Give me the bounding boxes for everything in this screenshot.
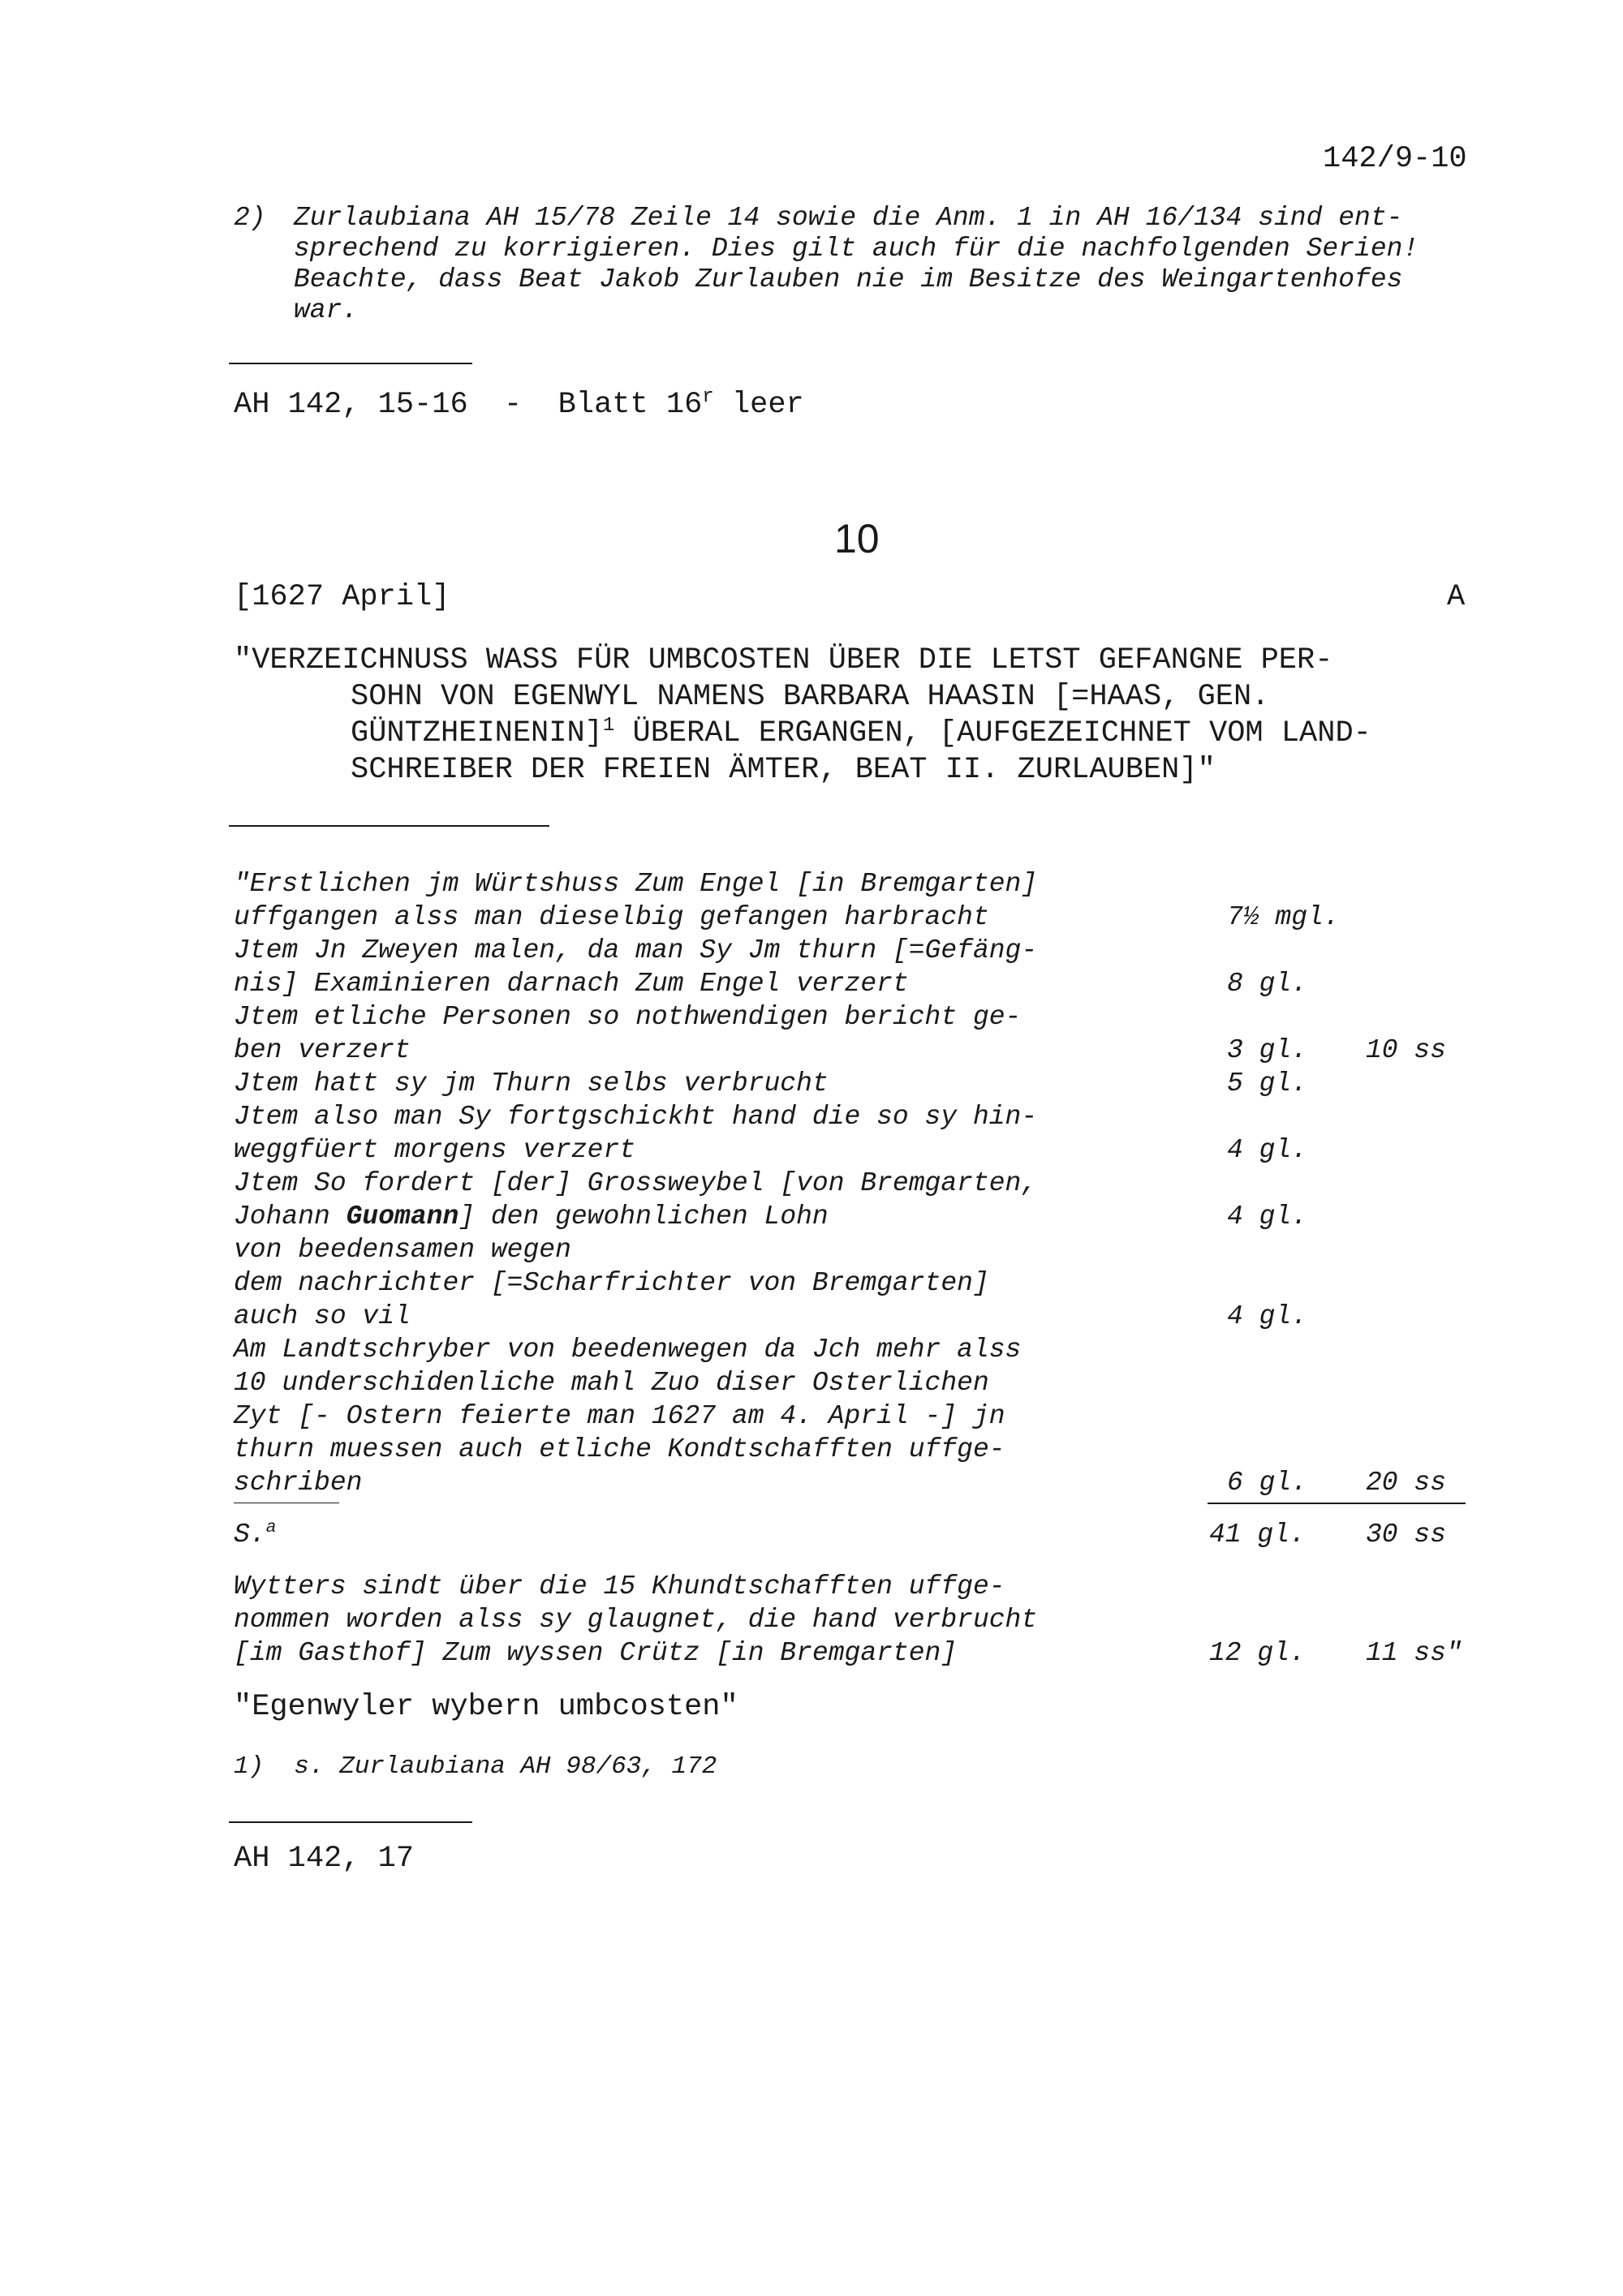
footnote-marker: 1 xyxy=(602,714,615,737)
entry-line: Am Landtschryber von beedenwegen da Jch mehr alss xyxy=(234,1335,1022,1365)
entry-amount: 5 gl. xyxy=(1227,1068,1308,1099)
document-letter: A xyxy=(1447,580,1466,614)
entry-line: von beedensamen wegen xyxy=(234,1235,571,1265)
entry-line: Jtem So fordert [der] Grossweybel [von Bremgarten, xyxy=(234,1168,1038,1198)
prev-note-line: Zurlaubiana AH 15/78 Zeile 14 sowie die Anm. 1 in AH 16/134 sind ent- xyxy=(294,203,1403,233)
sum-label xyxy=(234,1520,276,1550)
prev-note-line: war. xyxy=(294,295,359,325)
entry-line: weggfüert morgens verzert xyxy=(234,1135,636,1165)
source-reference-suffix: leer xyxy=(713,388,804,422)
extra-line: nommen worden alss sy glaugnet, die hand verbrucht xyxy=(234,1605,1038,1635)
title-text: ÜBERAL ERGANGEN, [AUFGEZEICHNET VOM LAND- xyxy=(614,716,1371,750)
entry-amount: 4 gl. xyxy=(1227,1202,1308,1232)
entry-amount: 4 gl. xyxy=(1227,1135,1308,1165)
extra-line: [im Gasthof] Zum wyssen Crütz [in Bremgarten] xyxy=(234,1638,958,1668)
entry-line: uffgangen alss man dieselbig gefangen harbracht xyxy=(234,902,989,932)
entry-line: Jtem etliche Personen so nothwendigen bericht ge- xyxy=(234,1002,1022,1032)
sum-label-superscript: a xyxy=(265,1518,277,1538)
entry-line: nis] Examinieren darnach Zum Engel verzert xyxy=(234,969,909,999)
sum-underline xyxy=(1208,1503,1466,1504)
entry-line: Jtem hatt sy jm Thurn selbs verbrucht xyxy=(234,1068,829,1099)
footnote: 1) s. Zurlaubiana AH 98/63, 172 xyxy=(234,1752,717,1781)
entry-line: "Erstlichen jm Würtshuss Zum Engel [in Bremgarten] xyxy=(234,869,1038,899)
source-reference: AH 142, 17 xyxy=(234,1842,415,1876)
sum-label-text: S. xyxy=(234,1520,266,1550)
entry-amount: 7½ mgl. xyxy=(1227,902,1340,932)
sum-amount: 41 gl. xyxy=(1209,1520,1306,1550)
document-title-line: SOHN VON EGENWYL NAMENS BARBARA HAASIN [=HAAS, GEN. xyxy=(351,680,1270,714)
entry-line: dem nachrichter [=Scharfrichter von Bremgarten] xyxy=(234,1268,989,1298)
folio-superscript: r xyxy=(702,385,714,408)
prev-note-marker: 2) xyxy=(234,203,266,233)
source-reference-text: AH 142, 15-16 - Blatt 16 xyxy=(234,388,703,422)
divider-rule xyxy=(229,363,472,364)
divider-rule xyxy=(229,825,549,827)
document-date: [1627 April] xyxy=(234,580,450,614)
sum-ss-amount: 30 ss xyxy=(1366,1520,1447,1550)
divider-rule xyxy=(229,1821,472,1823)
entry-line: schriben xyxy=(234,1468,363,1498)
entry-line: Jtem Jn Zweyen malen, da man Sy Jm thurn [=Gefäng- xyxy=(234,935,1038,965)
entry-text: Johann xyxy=(234,1202,347,1232)
prev-note-line: Beachte, dass Beat Jakob Zurlauben nie im Besitze des Weingartenhofes xyxy=(294,264,1403,295)
document-title-line: "VERZEICHNUSS WASS FÜR UMBCOSTEN ÜBER DIE LETST GEFANGNE PER- xyxy=(234,643,1333,677)
extra-amount: 12 gl. xyxy=(1209,1638,1306,1668)
entry-amount: 3 gl. xyxy=(1227,1035,1308,1065)
entry-line: Jtem also man Sy fortgschickht hand die so sy hin- xyxy=(234,1102,1038,1132)
entry-line: 10 underschidenliche mahl Zuo diser Osterlichen xyxy=(234,1368,989,1398)
prev-note-line: sprechend zu korrigieren. Dies gilt auch für die nachfolgenden Serien! xyxy=(294,234,1419,264)
extra-ss-amount: 11 ss" xyxy=(1366,1638,1462,1668)
title-text: GÜNTZHEINENIN] xyxy=(351,716,603,750)
entry-name-bold: Guomann xyxy=(346,1202,459,1232)
page-number: 142/9-10 xyxy=(1323,142,1467,176)
entry-line: Zyt [- Ostern feierte man 1627 am 4. April -] jn xyxy=(234,1401,1005,1431)
entry-text: ] den gewohnlichen Lohn xyxy=(458,1202,829,1232)
source-reference xyxy=(234,385,804,422)
entry-ss-amount: 20 ss xyxy=(1366,1468,1447,1498)
entry-line: auch so vil xyxy=(234,1301,411,1331)
document-number: 10 xyxy=(834,516,880,561)
entry-amount: 4 gl. xyxy=(1227,1301,1308,1331)
entry-amount: 6 gl. xyxy=(1227,1468,1308,1498)
entry-line xyxy=(234,1202,829,1232)
entry-line: ben verzert xyxy=(234,1035,411,1065)
document-title-line: SCHREIBER DER FREIEN ÄMTER, BEAT II. ZURLAUBEN]" xyxy=(351,753,1216,787)
extra-line: Wytters sindt über die 15 Khundtschafften uffge- xyxy=(234,1572,1005,1602)
entry-ss-amount: 10 ss xyxy=(1366,1035,1447,1065)
closing-note: "Egenwyler wybern umbcosten" xyxy=(234,1690,738,1724)
entry-amount: 8 gl. xyxy=(1227,969,1308,999)
entry-line: thurn muessen auch etliche Kondtschafften uffge- xyxy=(234,1434,1005,1464)
document-title-line xyxy=(351,716,1371,750)
